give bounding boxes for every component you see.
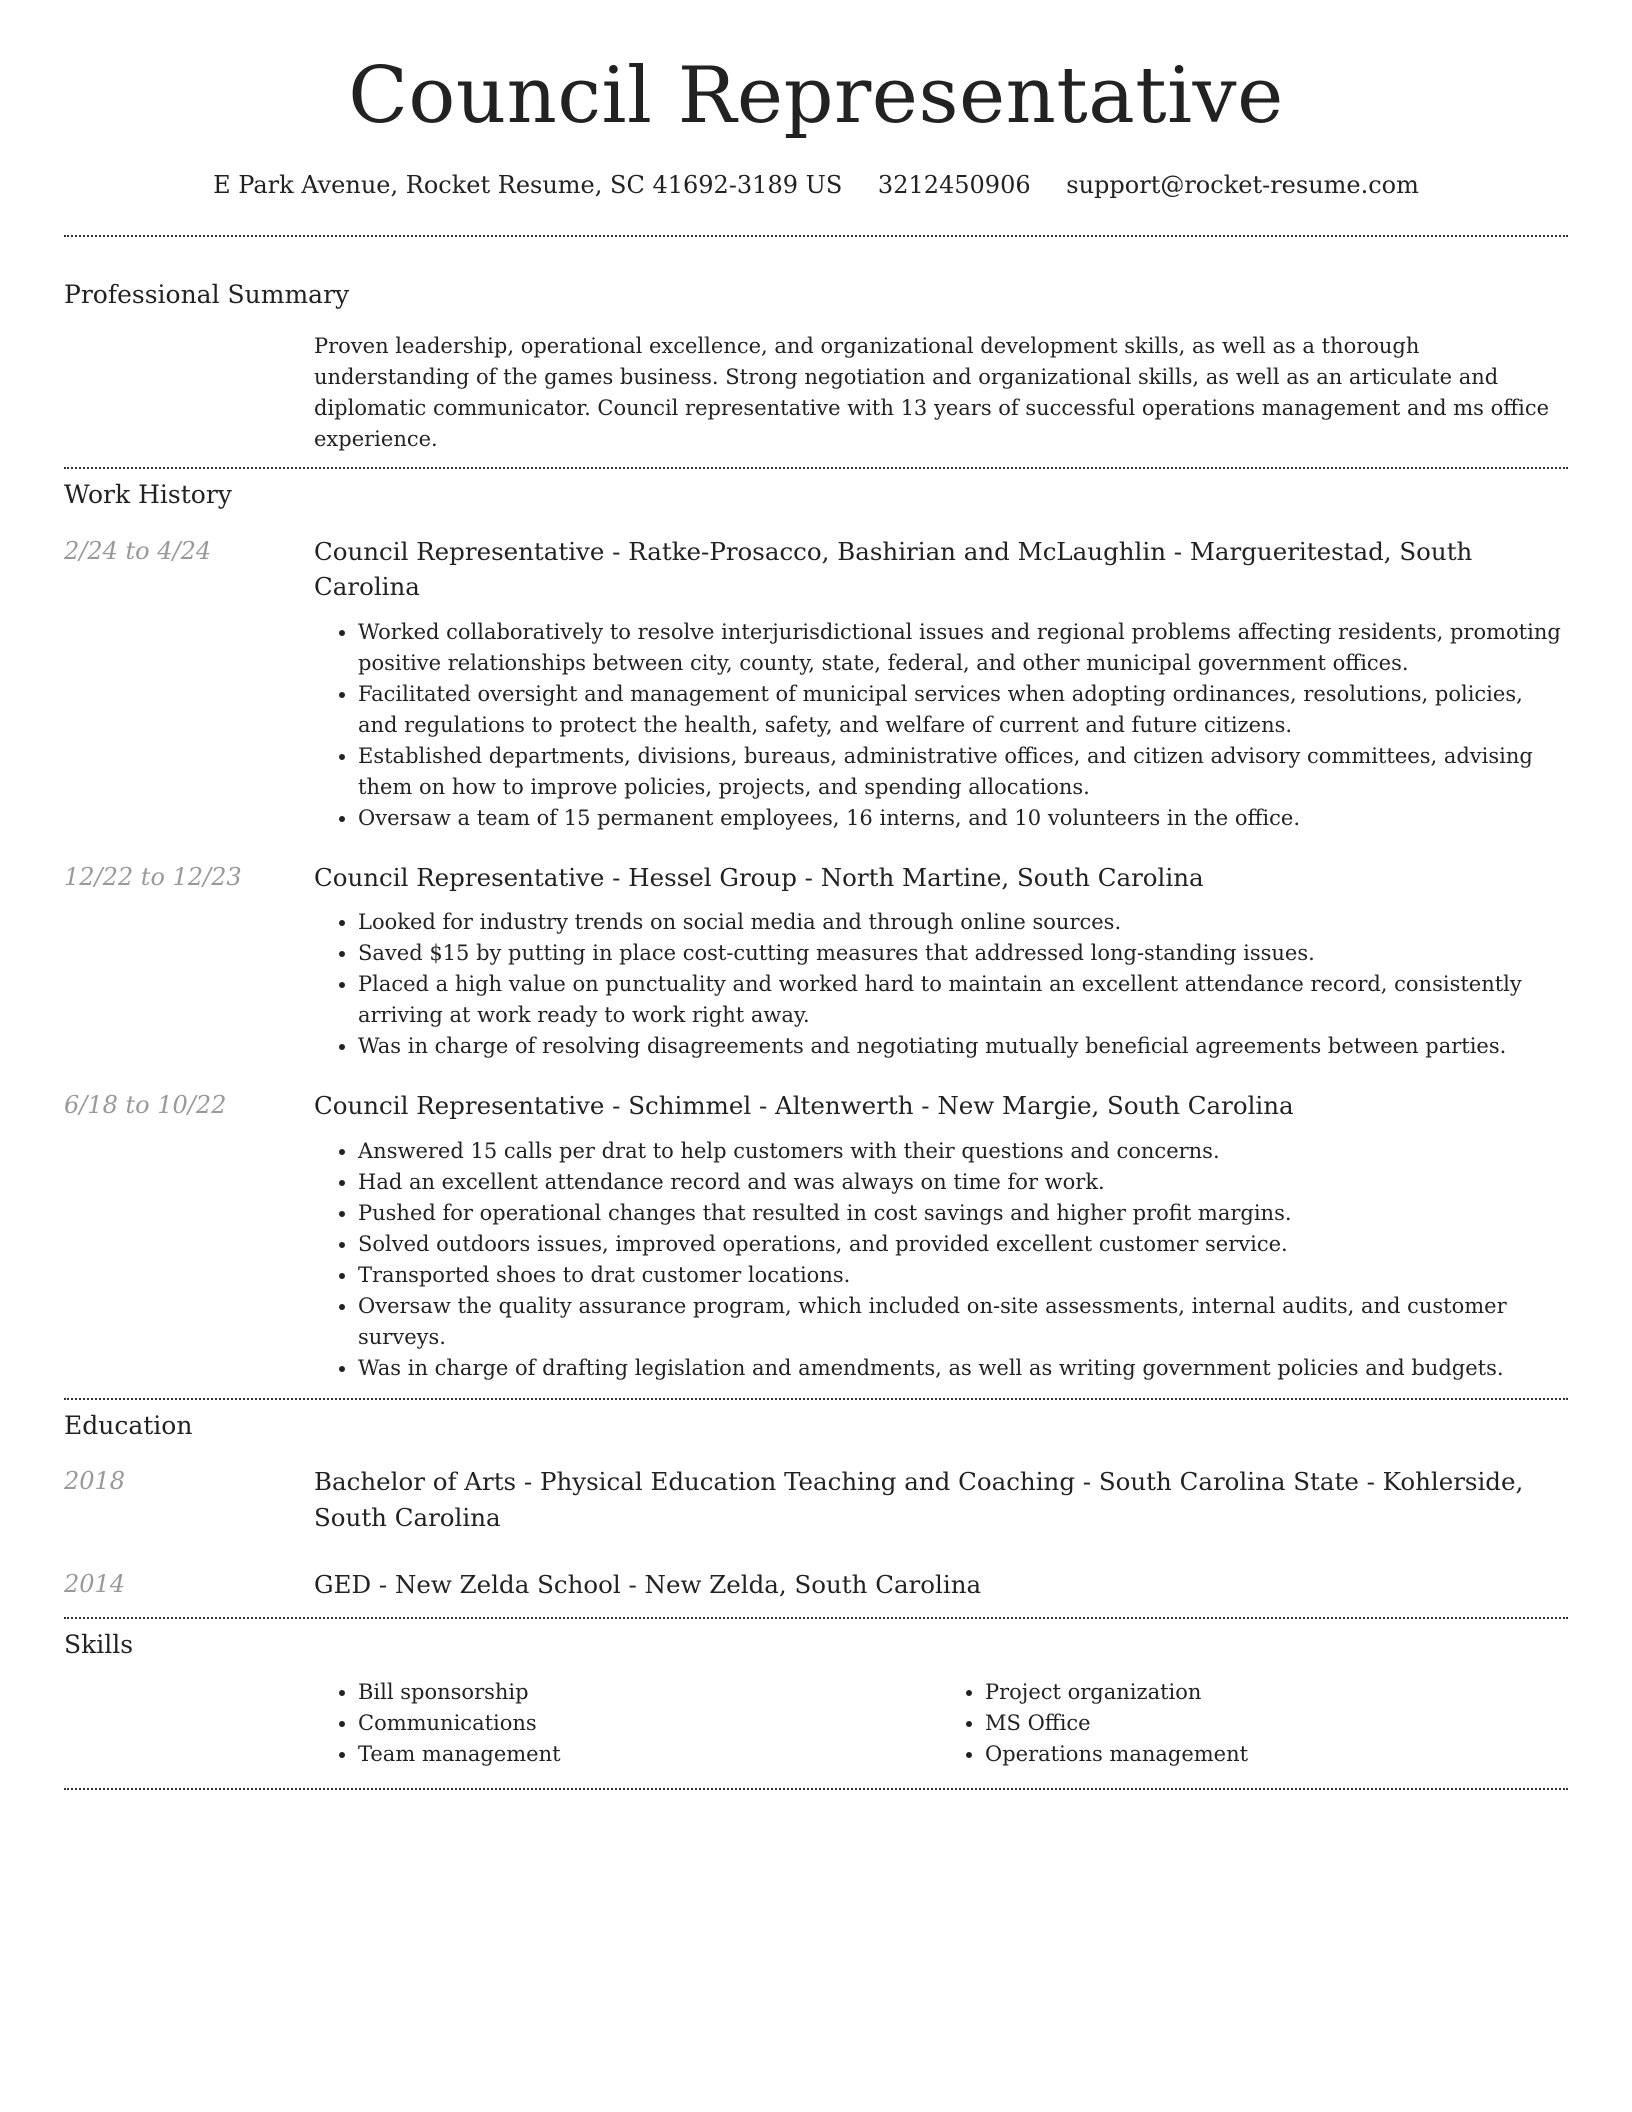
education-section	[64, 1400, 1568, 1603]
job-dates: 6/18 to 10/22	[64, 1091, 227, 1120]
skills-column-right	[941, 1677, 1568, 1770]
job-bullets	[314, 617, 1568, 834]
education-entry	[64, 1464, 1568, 1535]
job-bullet: • Oversaw the quality assurance program, which included on-site assessments, internal audits, and customer surveys.	[358, 1291, 1568, 1353]
job-bullet: • Transported shoes to drat customer locations.	[358, 1260, 1568, 1291]
contact-address: E Park Avenue, Rocket Resume, SC 41692-3189 US	[213, 170, 843, 199]
education-heading: Bachelor of Arts - Physical Education Teaching and Coaching - South Carolina State - Kohlerside, South Carolina	[314, 1467, 1524, 1532]
job-bullet: • Solved outdoors issues, improved operations, and provided excellent customer service.	[358, 1229, 1568, 1260]
job-heading: Council Representative - Schimmel - Altenwerth - New Margie, South Carolina	[314, 1091, 1294, 1121]
skills-column-left	[314, 1677, 941, 1770]
job-bullet: • Saved $15 by putting in place cost-cutting measures that addressed long-standing issues.	[358, 938, 1568, 969]
job-entry	[64, 534, 1568, 834]
job-bullet: • Established departments, divisions, bureaus, administrative offices, and citizen advisory committees, advising them on how to improve policies, projects, and spending allocations.	[358, 741, 1568, 803]
section-divider	[64, 1788, 1568, 1790]
job-heading: Council Representative - Ratke-Prosacco, Bashirian and McLaughlin - Margueritestad, South Carolina	[314, 536, 1473, 602]
job-heading: Council Representative - Hessel Group - North Martine, South Carolina	[314, 862, 1204, 892]
work-history-title: Work History	[64, 480, 232, 510]
job-bullet: • Had an excellent attendance record and was always on time for work.	[358, 1167, 1568, 1198]
resume-name: Council Representative	[348, 51, 1284, 141]
skill-item: • Communications	[358, 1708, 941, 1739]
job-entry	[64, 1088, 1568, 1384]
job-bullet: • Worked collaboratively to resolve interjurisdictional issues and regional problems affecting residents, promoting positive relationships between city, county, state, federal, and other municipal government offices.	[358, 617, 1568, 679]
job-bullet: • Was in charge of resolving disagreements and negotiating mutually beneficial agreements between parties.	[358, 1031, 1568, 1062]
skills-title: Skills	[64, 1629, 134, 1659]
job-bullet: • Was in charge of drafting legislation and amendments, as well as writing government policies and budgets.	[358, 1353, 1568, 1384]
education-year: 2018	[64, 1467, 126, 1496]
job-bullet: • Pushed for operational changes that resulted in cost savings and higher profit margins.	[358, 1198, 1568, 1229]
summary-section	[64, 237, 1568, 456]
skill-item: • Team management	[358, 1739, 941, 1770]
job-entry	[64, 860, 1568, 1063]
education-title: Education	[64, 1410, 193, 1440]
skills-section	[64, 1619, 1568, 1771]
job-dates: 12/22 to 12/23	[64, 862, 242, 891]
skill-item: • MS Office	[985, 1708, 1568, 1739]
job-bullets	[314, 1136, 1568, 1384]
skill-item: • Operations management	[985, 1739, 1568, 1770]
contact-line	[64, 170, 1568, 201]
education-heading: GED - New Zelda School - New Zelda, South Carolina	[314, 1570, 982, 1600]
skills-list	[314, 1677, 1568, 1770]
contact-phone: 3212450906	[877, 170, 1031, 199]
job-bullets	[314, 907, 1568, 1062]
contact-email: support@rocket-resume.com	[1066, 170, 1419, 199]
job-bullet: • Answered 15 calls per drat to help customers with their questions and concerns.	[358, 1136, 1568, 1167]
work-history-section	[64, 469, 1568, 1384]
job-bullet: • Facilitated oversight and management of municipal services when adopting ordinances, resolutions, policies, and regulations to protect the health, safety, and welfare of current and future citizens.	[358, 679, 1568, 741]
job-bullet: • Placed a high value on punctuality and worked hard to maintain an excellent attendance record, consistently arriving at work ready to work right away.	[358, 969, 1568, 1031]
education-year: 2014	[64, 1570, 126, 1599]
summary-text: Proven leadership, operational excellence, and organizational development skills, as well as a thorough understanding of the games business. Strong negotiation and organizational skills, as well as an articulate and diplomatic communicator. Council representative with 13 years of successful operations management and ms office experience.	[314, 334, 1550, 452]
job-dates: 2/24 to 4/24	[64, 536, 212, 565]
job-bullet: • Oversaw a team of 15 permanent employees, 16 interns, and 10 volunteers in the office.	[358, 803, 1568, 834]
job-bullet: • Looked for industry trends on social media and through online sources.	[358, 907, 1568, 938]
summary-title: Professional Summary	[64, 279, 350, 309]
skill-item: • Bill sponsorship	[358, 1677, 941, 1708]
education-entry	[64, 1567, 1568, 1603]
skill-item: • Project organization	[985, 1677, 1568, 1708]
